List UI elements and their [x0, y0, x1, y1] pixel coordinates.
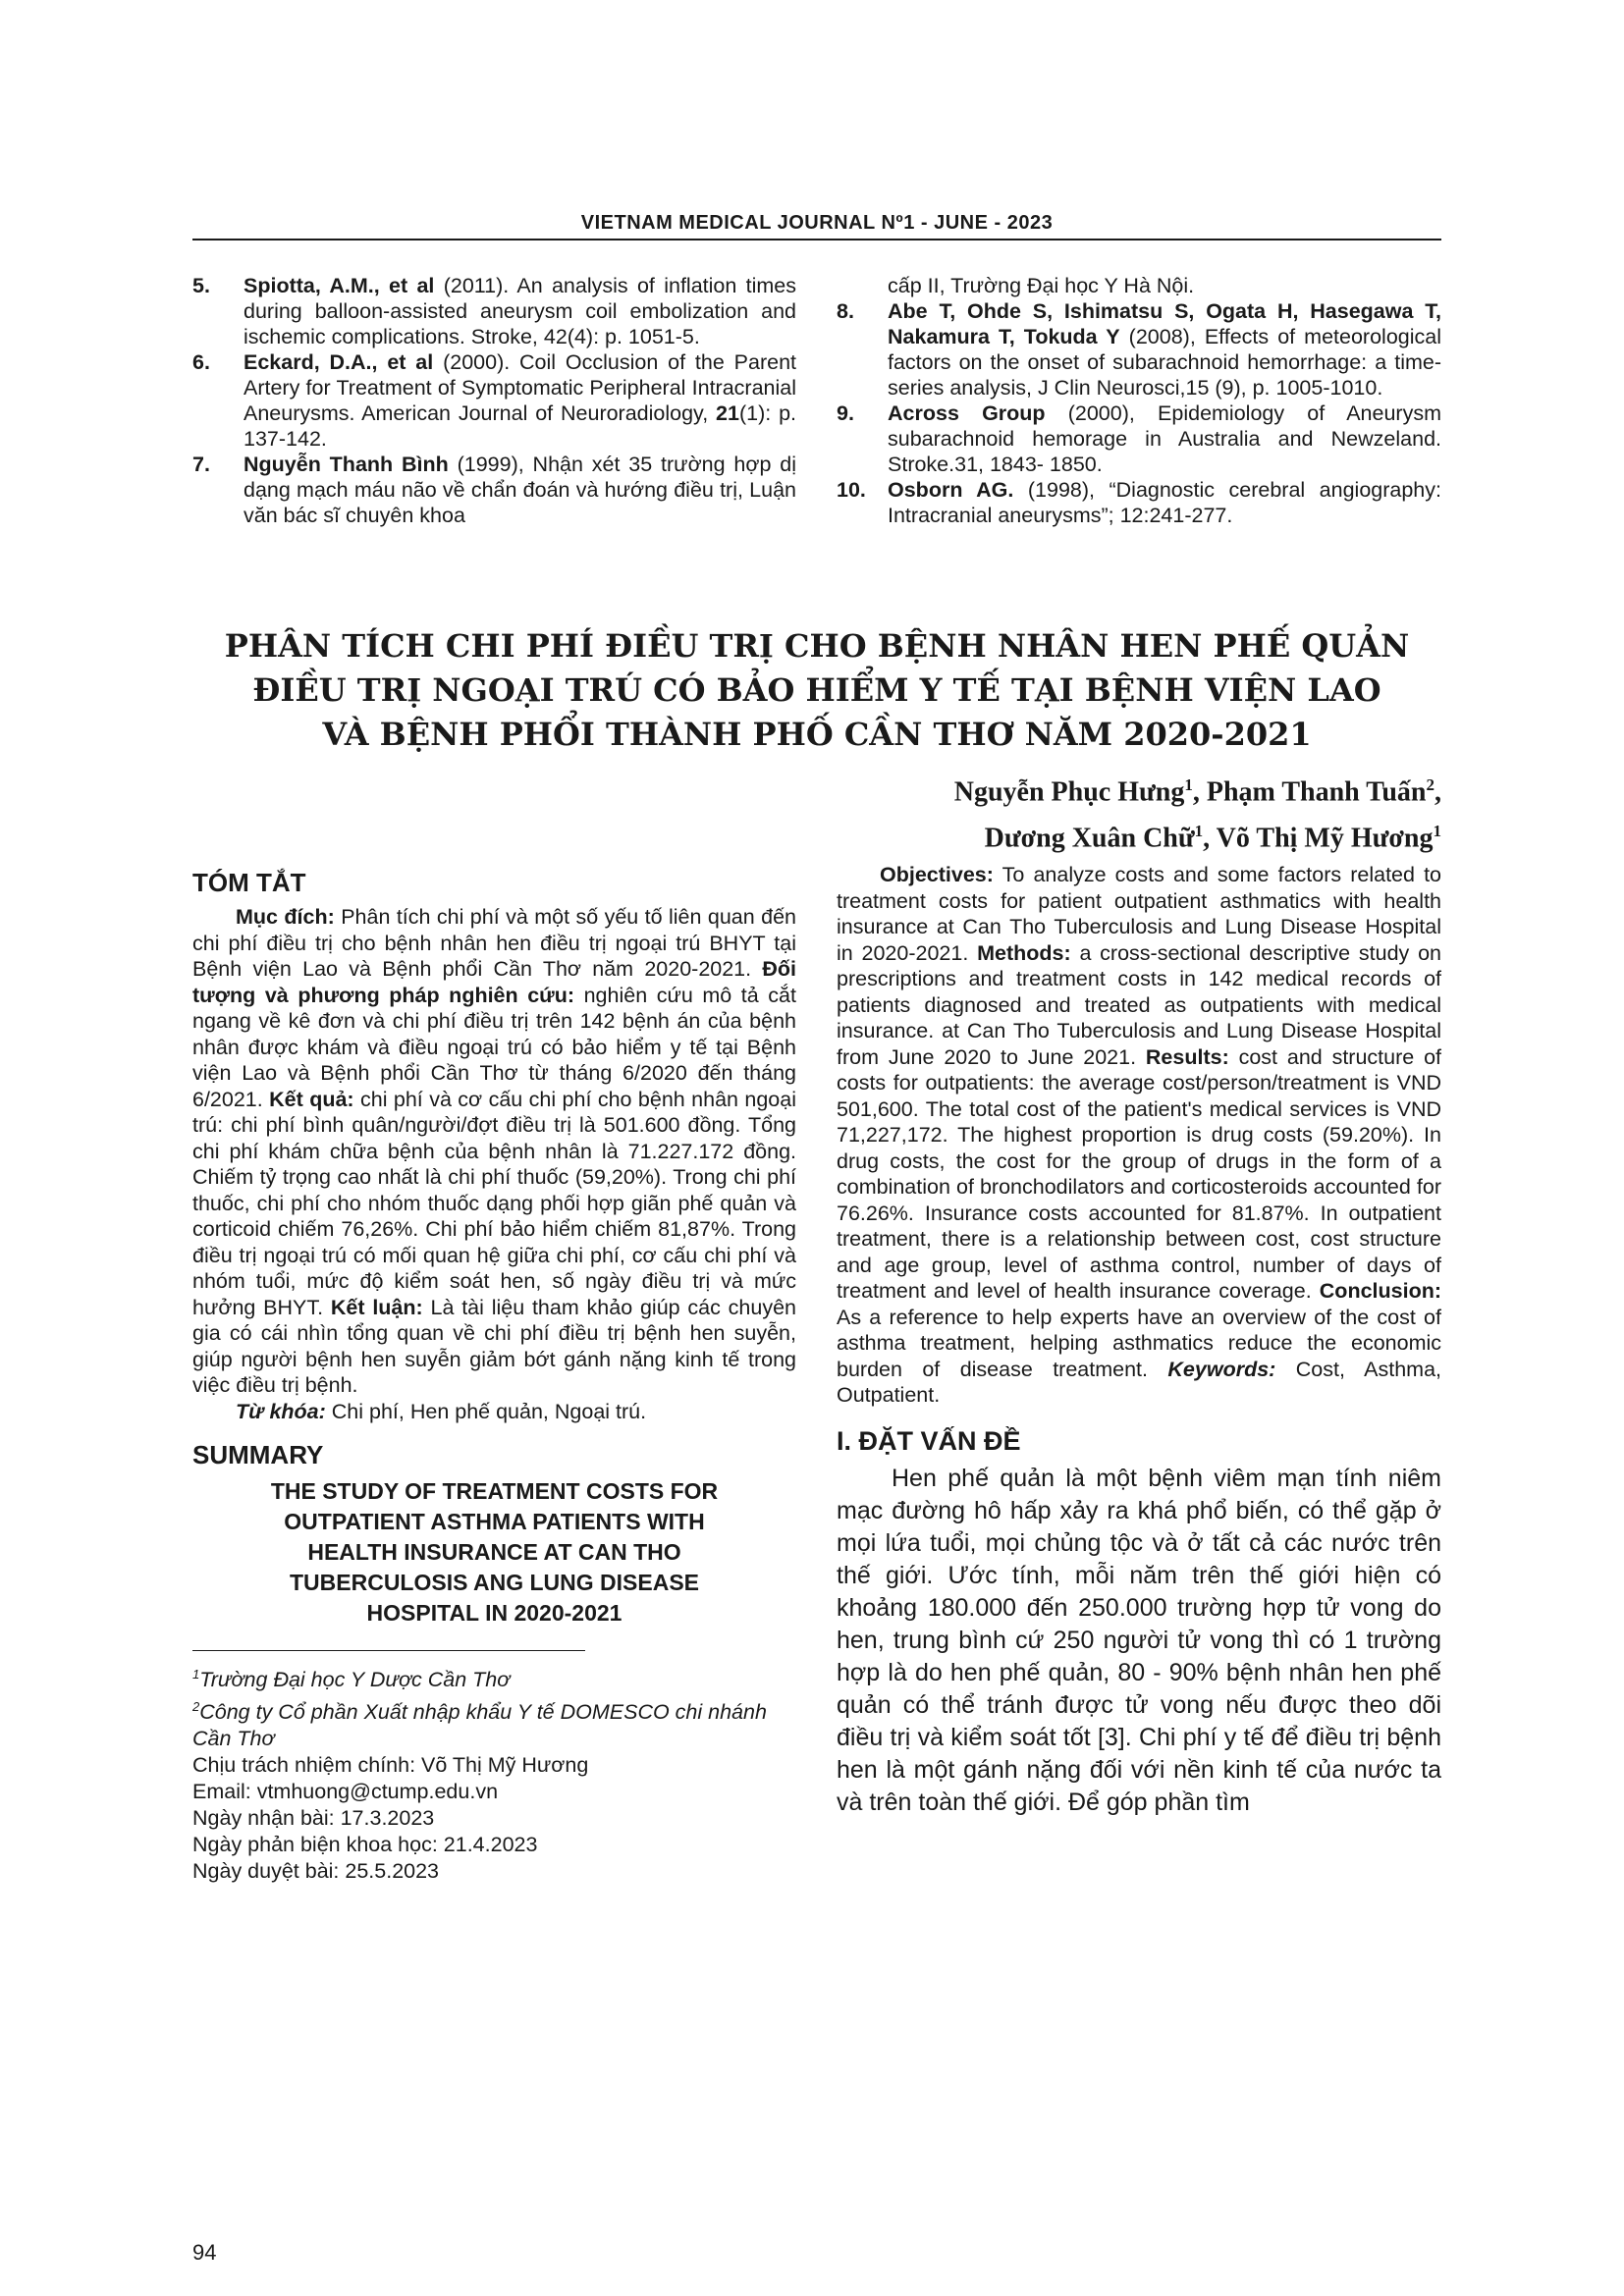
text-purpose: Phân tích chi phí và một số yếu tố liên quan đến chi phí điều trị cho bệnh nhân hen điều trị ngoại trú BHYT tại Bệnh viện Lao và Bệnh phổi Cần Thơ năm 2020-2021.: [192, 905, 796, 981]
abstract-en-paragraph: [837, 862, 1441, 1409]
label-purpose: Mục đích:: [236, 905, 335, 929]
label-conclusion-en: Conclusion:: [1319, 1279, 1441, 1303]
label-methods: Đối tượng và phương pháp nghiên cứu:: [192, 957, 796, 1007]
text-keywords: Chi phí, Hen phế quản, Ngoại trú.: [325, 1399, 647, 1423]
reference-number: 7.: [192, 453, 210, 476]
reference-authors: Nguyễn Thanh Bình: [244, 453, 449, 476]
references-right: [837, 273, 1441, 528]
reference-item: [837, 400, 1441, 477]
affiliation-1: $^1$Trường Đại học Y Dược Cần Thơ: [192, 1667, 511, 1692]
right-body-column: [837, 862, 1441, 1819]
abstract-vi-paragraph: [192, 904, 796, 1399]
label-keywords-en: Keywords:: [1167, 1357, 1276, 1381]
reference-number: 6.: [192, 350, 210, 374]
footnote-rule: [192, 1650, 585, 1651]
keywords-vi: [192, 1399, 796, 1425]
author-affiliation: 1: [1194, 822, 1204, 841]
reference-text: [888, 298, 1441, 400]
label-conclusion: Kết luận:: [330, 1295, 423, 1319]
text-results-en: cost and structure of costs for outpatients: the average cost/person/treatment is VND 501,600. The total cost of the patient's medical services is VND 71,227,172. The highest proportion is drug costs (59.20%). In drug costs, the cost for the group of drugs in the form of a combination of bronchodilators and corticosteroids accounted for 76.26%. Insurance costs accounted for 81.87%. In outpatient treatment, there is a relationship between cost, cost structure and age group, level of asthma control, number of days of treatment and level of health insurance coverage.: [837, 1044, 1441, 1303]
reference-authors: Spiotta, A.M., et al: [244, 274, 435, 297]
left-body-column: [192, 868, 796, 1885]
reference-authors: Osborn AG.: [888, 478, 1014, 502]
summary-title: [192, 1476, 796, 1629]
title-line: ĐIỀU TRỊ NGOẠI TRÚ CÓ BẢO HIỂM Y TẾ TẠI BỆNH VIỆN LAO: [252, 671, 1381, 709]
reference-item: [837, 477, 1441, 528]
footnotes: [192, 1661, 796, 1885]
summary-title-line: THE STUDY OF TREATMENT COSTS FOR: [270, 1478, 719, 1504]
reference-text: [888, 400, 1441, 477]
author-list: [687, 766, 1441, 859]
abstract-en: [837, 862, 1441, 1409]
intro-heading: I. ĐẶT VẤN ĐỀ: [837, 1425, 1021, 1456]
reference-text: [888, 477, 1441, 528]
title-line: PHÂN TÍCH CHI PHÍ ĐIỀU TRỊ CHO BỆNH NHÂN HEN PHẾ QUẢN: [224, 627, 1410, 665]
date-reviewed: Ngày phản biện khoa học: 21.4.2023: [192, 1833, 538, 1857]
author-affiliation: 2: [1426, 775, 1435, 794]
reference-text: [244, 273, 796, 349]
label-objectives: Objectives:: [880, 863, 994, 886]
reference-item: [192, 273, 796, 349]
author-name: Nguyễn Phục Hưng: [953, 776, 1185, 808]
reference-item: [192, 452, 796, 528]
affiliation-2: $^2$Công ty Cổ phần Xuất nhập khẩu Y tế DOMESCO chi nhánh Cần Thơ: [192, 1699, 767, 1751]
page-number: 94: [192, 2240, 217, 2265]
article-title: [192, 624, 1441, 757]
label-keywords: Từ khóa:: [236, 1399, 326, 1423]
text-conclusion: Là tài liệu tham khảo giúp các chuyên gia có cái nhìn tổng quan về chi phí điều trị bệnh hen suyễn, giúp người bệnh hen suyễn giảm bớt gánh nặng kinh tế trong việc điều trị bệnh.: [192, 1295, 796, 1397]
author-email: Email: vtmhuong@ctump.edu.vn: [192, 1780, 499, 1804]
date-accepted: Ngày duyệt bài: 25.5.2023: [192, 1859, 440, 1884]
reference-authors: Abe T, Ohde S, Ishimatsu S, Ogata H, Hasegawa T, Nakamura T, Tokuda Y: [888, 299, 1441, 348]
label-methods-en: Methods:: [977, 940, 1071, 965]
text-methods: nghiên cứu mô tả cắt ngang về kê đơn và chi phí điều trị trên 142 bệnh án của bệnh nhân được khám và điều ngoại trú có bảo hiểm y tế tại Bệnh viện Lao và Bệnh phổi Cần Thơ từ tháng 6/2020 đến tháng 6/2021.: [192, 983, 796, 1111]
intro-text: [837, 1463, 1441, 1819]
abstract-vi: [192, 904, 796, 1424]
reference-authors: Across Group: [888, 401, 1046, 425]
summary-title-line: HOSPITAL IN 2020-2021: [366, 1600, 623, 1626]
corresponding-author: Chịu trách nhiệm chính: Võ Thị Mỹ Hương: [192, 1753, 589, 1778]
summary-heading: SUMMARY: [192, 1440, 324, 1469]
references-left: [192, 273, 796, 528]
reference-authors: Eckard, D.A., et al: [244, 350, 434, 374]
reference-item: [192, 349, 796, 452]
text-conclusion-en: As a reference to help experts have an overview of the cost of asthma treatment, helping asthmatics reduce the economic burden of disease treatment.: [837, 1305, 1441, 1381]
author-name: Phạm Thanh Tuấn: [1206, 776, 1427, 808]
author-name: Dương Xuân Chữ: [984, 823, 1195, 854]
text-methods-en: a cross-sectional descriptive study on prescriptions and treatment costs in 142 medical records of patients diagnosed and treated as outpatients with medical insurance. at Can Tho Tuberculosis and Lung Disease Hospital from June 2020 to June 2021.: [837, 940, 1441, 1069]
summary-title-line: TUBERCULOSIS ANG LUNG DISEASE: [289, 1570, 699, 1595]
reference-text: cấp II, Trường Đại học Y Hà Nội.: [888, 274, 1195, 297]
reference-text: [244, 452, 796, 528]
summary-title-line: HEALTH INSURANCE AT CAN THO: [307, 1539, 681, 1565]
author-affiliation: 1: [1433, 822, 1441, 841]
reference-details: (2000). Coil Occlusion of the Parent Artery for Treatment of Symptomatic Peripheral Intracranial Aneurysms. American Journal of Neuroradiology,: [244, 350, 796, 425]
text-objectives: To analyze costs and some factors related to treatment costs for patient outpatient asthmatics with health insurance at Can Tho Tuberculosis and Lung Disease Hospital in 2020-2021.: [837, 863, 1441, 965]
date-received: Ngày nhận bài: 17.3.2023: [192, 1806, 435, 1831]
reference-number: 10.: [837, 478, 866, 502]
reference-details: (2011). An analysis of inflation times during balloon-assisted aneurysm coil embolization and ischemic complications. Stroke, 42(4): p. 1051-5.: [244, 274, 796, 348]
author-affiliation: 1: [1184, 775, 1193, 794]
label-results-en: Results:: [1145, 1044, 1229, 1069]
label-results: Kết quả:: [269, 1087, 354, 1111]
reference-details: (1999), Nhận xét 35 trường hợp dị dạng mạch máu não về chẩn đoán và hướng điều trị, Luận văn bác sĩ chuyên khoa: [244, 453, 796, 527]
text-keywords-en: Cost, Asthma, Outpatient.: [837, 1357, 1441, 1407]
reference-item: [837, 298, 1441, 400]
reference-text: [244, 349, 796, 452]
reference-details: (2008), Effects of meteorological factors on the onset of subarachnoid hemorrhage: a time-series analysis, J Clin Neurosci,15 (9), p. 1005-1010.: [888, 325, 1441, 400]
reference-number: 8.: [837, 299, 854, 323]
reference-number: 9.: [837, 401, 854, 425]
reference-details: (1998), “Diagnostic cerebral angiography: Intracranial aneurysms”; 12:241-277.: [888, 478, 1441, 527]
reference-continuation: [837, 273, 1441, 298]
author-line: Dương Xuân Chữ$^1$, Võ Thị Mỹ Hương$^1$: [984, 822, 1441, 854]
reference-pages: (1): p. 137-142.: [244, 401, 797, 451]
reference-details: (2000), Epidemiology of Aneurysm subarachnoid hemorage in Australia and Newzeland. Stroke.31, 1843- 1850.: [888, 401, 1441, 476]
author-line: Nguyễn Phục Hưng$^1$, Phạm Thanh Tuấn$^2$,: [953, 775, 1441, 808]
header-rule: [192, 239, 1441, 240]
text-results: chi phí và cơ cấu chi phí cho bệnh nhân ngoại trú: chi phí bình quân/người/đợt điều trị là 501.600 đồng. Tổng chi phí khám chữa bệnh của bệnh nhân là 71.227.172 đồng. Chiếm tỷ trọng cao nhất là chi phí thuốc (59,20%). Trong chi phí thuốc, chi phí cho nhóm thuốc dạng phối hợp giãn phế quản và corticoid chiếm 76,26%. Chi phí bảo hiểm chiếm 81,87%. Trong điều trị ngoại trú có mối quan hệ giữa chi phí, cơ cấu chi phí và nhóm tuổi, mức độ kiểm soát hen, số ngày điều trị và mức hưởng BHYT.: [192, 1087, 796, 1319]
abstract-vi-heading: TÓM TẮT: [192, 868, 306, 897]
author-name: Võ Thị Mỹ Hương: [1216, 823, 1434, 854]
intro-paragraph: Hen phế quản là một bệnh viêm mạn tính niêm mạc đường hô hấp xảy ra khá phổ biến, có thể gặp ở mọi lứa tuổi, mọi chủng tộc và ở tất cả các nước trên thế giới. Ước tính, mỗi năm trên thế giới hiện có khoảng 180.000 đến 250.000 trường hợp tử vong do hen, trung bình cứ 250 người tử vong thì có 1 trường hợp là do hen phế quản, 80 - 90% bệnh nhân hen phế quản có thể tránh được tử vong nếu được theo dõi điều trị và kiểm soát tốt [3]. Chi phí y tế để điều trị bệnh hen là một gánh nặng đối với nền kinh tế của nước ta và trên toàn thế giới. Để góp phần tìm: [837, 1464, 1441, 1816]
title-line: VÀ BỆNH PHỔI THÀNH PHỐ CẦN THƠ NĂM 2020-2021: [322, 716, 1312, 753]
reference-volume: 21: [716, 401, 739, 425]
journal-header: VIETNAM MEDICAL JOURNAL Nº1 - JUNE - 2023: [580, 212, 1054, 234]
summary-title-line: OUTPATIENT ASTHMA PATIENTS WITH: [284, 1509, 705, 1534]
reference-number: 5.: [192, 274, 210, 297]
